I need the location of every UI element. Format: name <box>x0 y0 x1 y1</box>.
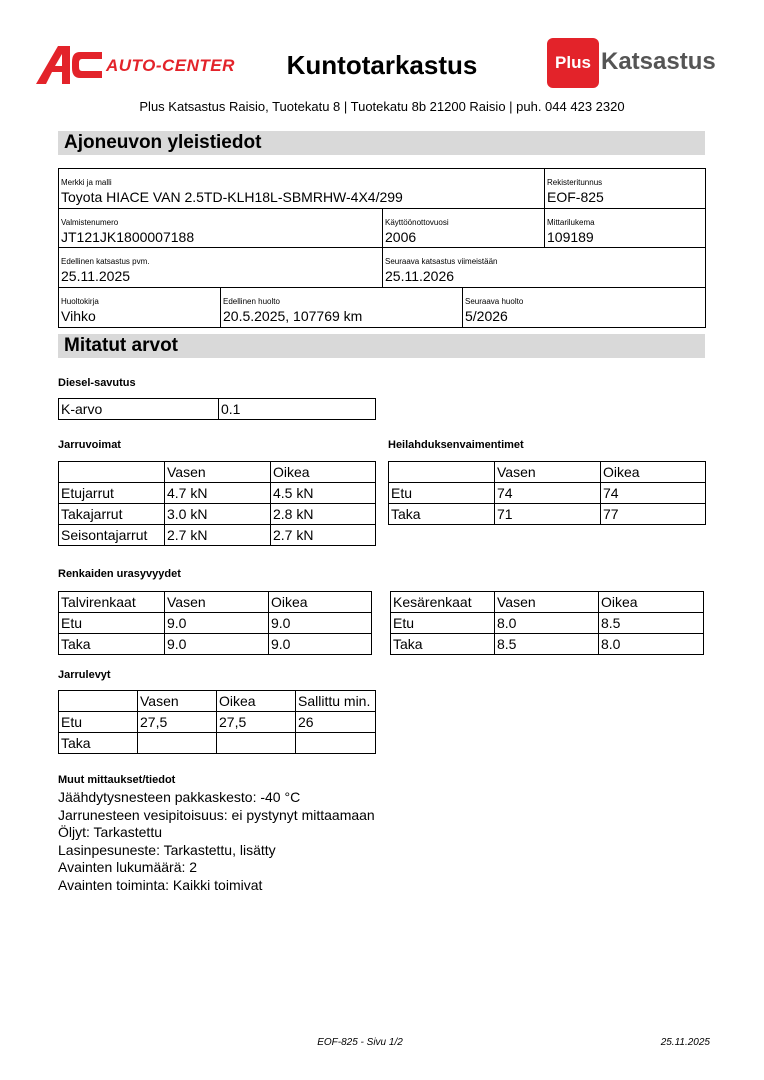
table-cell: Talvirenkaat <box>59 592 165 613</box>
vin-cell <box>59 209 383 248</box>
table-cell: 9.0 <box>165 634 269 655</box>
table-cell: 26 <box>296 712 376 733</box>
table-cell <box>389 462 495 483</box>
diesel-title: Diesel-savutus <box>58 377 136 389</box>
table-cell: Taka <box>59 733 138 754</box>
table-cell: 27,5 <box>138 712 217 733</box>
table-cell: 9.0 <box>269 634 372 655</box>
table-cell: 9.0 <box>269 613 372 634</box>
table-cell: 3.0 kN <box>165 504 271 525</box>
table-cell <box>138 733 217 754</box>
table-cell: 9.0 <box>165 613 269 634</box>
table-cell: 8.0 <box>495 613 599 634</box>
brake-discs-table <box>58 690 376 754</box>
table-cell: Oikea <box>269 592 372 613</box>
contact-line: Plus Katsastus Raisio, Tuotekatu 8 | Tuotekatu 8b 21200 Raisio | puh. 044 423 2320 <box>139 99 625 114</box>
table-cell: 0.1 <box>219 399 376 420</box>
list-item: Avainten lukumäärä: 2 <box>58 859 198 875</box>
table-row <box>391 634 704 655</box>
list-item: Avainten toiminta: Kaikki toimivat <box>58 876 263 893</box>
make-label: Merkki ja malli <box>61 178 112 187</box>
reg-label: Rekisteritunnus <box>547 178 603 187</box>
table-cell: 27,5 <box>217 712 296 733</box>
winter-tires-table <box>58 591 372 655</box>
table-row <box>389 483 706 504</box>
diesel-table <box>58 398 376 420</box>
discs-title: Jarrulevyt <box>58 669 111 681</box>
table-row <box>59 525 376 546</box>
prev-service-value: 20.5.2025, 107769 km <box>223 308 363 324</box>
odometer-cell <box>545 209 705 248</box>
next-inspection-label: Seuraava katsastus viimeistään <box>385 257 498 266</box>
list-item: Lasinpesuneste: Tarkastettu, lisätty <box>58 841 276 858</box>
katsastus-text: Katsastus <box>601 48 716 75</box>
table-cell: 71 <box>495 504 601 525</box>
table-cell: 74 <box>495 483 601 504</box>
service-book-label: Huoltokirja <box>61 297 99 306</box>
table-cell <box>217 733 296 754</box>
prev-service-label: Edellinen huolto <box>223 297 280 306</box>
service-book-cell <box>59 288 221 327</box>
table-cell: 74 <box>601 483 706 504</box>
table-row <box>59 399 376 420</box>
list-item: Öljyt: Tarkastettu <box>58 824 163 840</box>
table-cell: Vasen <box>165 592 269 613</box>
make-cell <box>59 169 545 209</box>
plus-katsastus-logo <box>547 38 727 90</box>
table-cell: Vasen <box>495 462 601 483</box>
service-book-value: Vihko <box>61 308 96 324</box>
next-inspection-value: 25.11.2026 <box>385 268 455 284</box>
year-label: Käyttöönottovuosi <box>385 218 449 227</box>
table-header-row <box>59 691 376 712</box>
table-cell: 2.7 kN <box>165 525 271 546</box>
next-service-value: 5/2026 <box>465 308 508 324</box>
table-cell: Takajarrut <box>59 504 165 525</box>
table-cell: Vasen <box>165 462 271 483</box>
table-cell: Taka <box>389 504 495 525</box>
table-cell: Etujarrut <box>59 483 165 504</box>
table-cell: 77 <box>601 504 706 525</box>
tires-title: Renkaiden urasyvyydet <box>58 568 181 580</box>
page-title: Kuntotarkastus <box>286 50 478 80</box>
prev-inspection-cell <box>59 248 383 288</box>
next-service-label: Seuraava huolto <box>465 297 524 306</box>
brakes-table <box>58 461 376 546</box>
table-row <box>59 483 376 504</box>
shocks-title: Heilahduksenvaimentimet <box>388 439 524 451</box>
table-cell <box>59 462 165 483</box>
vin-label: Valmistenumero <box>61 218 119 227</box>
reg-cell <box>545 169 705 209</box>
table-row <box>59 504 376 525</box>
table-cell: 4.5 kN <box>271 483 376 504</box>
table-cell: K-arvo <box>59 399 219 420</box>
table-header-row <box>59 592 372 613</box>
next-inspection-cell <box>383 248 705 288</box>
table-row <box>59 634 372 655</box>
table-cell: 8.5 <box>599 613 704 634</box>
table-header-row <box>391 592 704 613</box>
make-value: Toyota HIACE VAN 2.5TD-KLH18L-SBMRHW-4X4/299 <box>61 189 403 205</box>
other-measurements-list <box>58 789 375 894</box>
table-cell: Etu <box>59 613 165 634</box>
table-row <box>59 712 376 733</box>
prev-inspection-label: Edellinen katsastus pvm. <box>61 257 150 266</box>
table-cell: Oikea <box>599 592 704 613</box>
table-cell: Taka <box>59 634 165 655</box>
prev-service-cell <box>221 288 463 327</box>
footer-page: EOF-825 - Sivu 1/2 <box>317 1037 403 1048</box>
section-heading-measured: Mitatut arvot <box>58 334 705 358</box>
table-cell: Oikea <box>601 462 706 483</box>
year-value: 2006 <box>385 229 417 245</box>
table-cell: Oikea <box>271 462 376 483</box>
footer-date: 25.11.2025 <box>660 1037 710 1048</box>
table-cell: 8.5 <box>495 634 599 655</box>
table-header-row <box>59 462 376 483</box>
table-cell: Vasen <box>495 592 599 613</box>
section-heading-general: Ajoneuvon yleistiedot <box>58 131 705 155</box>
table-cell <box>59 691 138 712</box>
table-cell <box>296 733 376 754</box>
table-cell: 4.7 kN <box>165 483 271 504</box>
table-cell: Etu <box>391 613 495 634</box>
table-cell: 2.8 kN <box>271 504 376 525</box>
table-cell: Oikea <box>217 691 296 712</box>
odometer-label: Mittarilukema <box>547 218 595 227</box>
odometer-value: 109189 <box>547 229 594 245</box>
table-cell: Etu <box>59 712 138 733</box>
prev-inspection-value: 25.11.2025 <box>61 268 131 284</box>
brakes-title: Jarruvoimat <box>58 439 121 451</box>
table-header-row <box>389 462 706 483</box>
table-cell: Seisontajarrut <box>59 525 165 546</box>
table-row <box>391 613 704 634</box>
vehicle-info-grid <box>58 168 706 328</box>
table-row <box>59 733 376 754</box>
other-title: Muut mittaukset/tiedot <box>58 774 176 786</box>
year-cell <box>383 209 545 248</box>
table-cell: Taka <box>391 634 495 655</box>
table-cell: Vasen <box>138 691 217 712</box>
table-cell: 2.7 kN <box>271 525 376 546</box>
shocks-table <box>388 461 706 525</box>
table-row <box>59 613 372 634</box>
table-cell: Etu <box>389 483 495 504</box>
list-item: Jäähdytysnesteen pakkaskesto: -40 °C <box>58 789 301 805</box>
table-cell: Kesärenkaat <box>391 592 495 613</box>
list-item: Jarrunesteen vesipitoisuus: ei pystynyt mittaamaan <box>58 806 375 823</box>
summer-tires-table <box>390 591 704 655</box>
next-service-cell <box>463 288 705 327</box>
vin-value: JT121JK1800007188 <box>61 229 195 245</box>
plus-badge: Plus <box>547 38 599 88</box>
table-cell: 8.0 <box>599 634 704 655</box>
table-cell: Sallittu min. <box>296 691 376 712</box>
table-row <box>389 504 706 525</box>
reg-value: EOF-825 <box>547 189 604 205</box>
auto-center-text: AUTO-CENTER <box>106 56 235 75</box>
